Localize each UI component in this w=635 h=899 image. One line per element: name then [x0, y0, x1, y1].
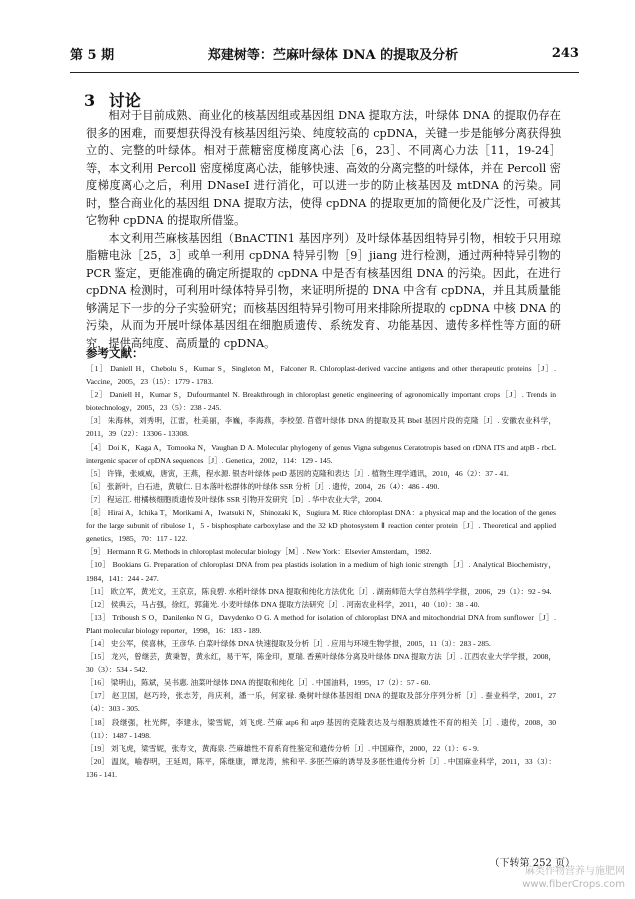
reference-item: [86, 689, 556, 715]
paragraph: 本文利用苎麻核基因组（BnACTIN1 基因序列）及叶绿体基因组特异引物，相较于只用琼脂糖电泳［25，3］或单一利用 cpDNA 特异引物［9］jiang 进行检测，通过两种特异引物的 PCR 鉴定，更能准确的确定所提取的 cpDNA 中是否有核基因组 DNA 的污染。因此，在进行 cpDNA 检测时，可利用叶绿体特异引物，来证明所提的 DNA 中含有 cpDNA，并且其质量能够满足下一步的分子实验研究；而核基因组特异引物可用来排除所提取的 cpDNA 中核 DNA 的污染，从而为开展叶绿体基因组在细胞质遗传、系统发育、功能基因、遗传多样性等方面的研究，提供高纯度、高质量的 cpDNA。: [86, 231, 561, 350]
header-rule: [70, 72, 579, 73]
reference-number: ［12］: [86, 599, 109, 609]
reference-text: 朱海林，刘秀明，江雷，杜美丽，李巍，李海燕，李校堃. 苜蓿叶绿体 DNA 的提取及其 BbeI 基因片段的克隆［J］. 安徽农业科学，2011，39（22）：13306 - 13308.: [86, 416, 556, 439]
reference-text: Hirai A，Ichika T，Morikami A，Iwatsuki N，Shinozaki K，Sugiura M. Rice chloroplast DNA：a physical map and the location of the genes for the large subunit of ribulose 1，5 - bisphosphate carboxylase and the 32 kD photosystem Ⅱ reaction center protein［J］. Theoretical and applied genetics，1985，70：117 - 122.: [86, 508, 557, 544]
reference-item: [86, 637, 556, 650]
reference-number: ［11］: [86, 586, 109, 596]
reference-number: ［18］: [86, 717, 110, 727]
reference-text: 张新叶，白石进，黄敏仁. 日本落叶松群体的叶绿体 SSR 分析［J］. 遗传，2004，26（4）：486 - 490.: [106, 481, 440, 491]
reference-text: 梁明山，陈斌，吴书惠. 油菜叶绿体 DNA 的提取和纯化［J］. 中国油料，1995，17（2）：57 - 60.: [110, 678, 431, 688]
references-title: 参考文献：: [86, 346, 144, 360]
references-list: [86, 362, 556, 781]
reference-item: [86, 755, 556, 781]
reference-text: Daniell H，Kumar S，Dufourmantel N. Breakthrough in chloroplast genetic engineering of agronomically important crops［J］. Trends in biotechnology，2005，23（5）：238 - 245.: [86, 390, 557, 413]
reference-text: 程运江. 柑橘核细胞质遗传及叶绿体 SSR 引物开发研究［D］. 华中农业大学，2004.: [106, 494, 383, 504]
reference-number: ［15］: [86, 652, 110, 662]
reference-text: 侯典云，马占强，徐红，郭蒲光. 小麦叶绿体 DNA 提取方法研究［J］. 河南农业科学，2011，40（10）：38 - 40.: [110, 599, 480, 609]
reference-item: [86, 480, 556, 493]
reference-item: [86, 441, 556, 467]
discussion-body: [86, 107, 561, 352]
reference-item: [86, 598, 556, 611]
running-title: 郑建树等：苎麻叶绿体 DNA 的提取及分析: [207, 47, 459, 63]
reference-text: Bookians G. Preparation of chloroplast DNA from pea plastids isolation in a medium of high ionic strength［J］. Analytical Biochemistry，1984，141：244 - 247.: [86, 560, 556, 583]
reference-item: [86, 611, 556, 637]
reference-number: ［3］: [86, 416, 106, 426]
reference-number: ［7］: [86, 494, 105, 504]
watermark-name: 麻类作物营养与施肥网: [525, 866, 625, 877]
watermark: [522, 865, 625, 891]
reference-number: ［19］: [86, 743, 109, 753]
running-header: [70, 42, 579, 64]
reference-number: ［14］: [86, 638, 109, 648]
watermark-url: www.fiberCrops.com: [522, 879, 625, 890]
reference-text: Doi K，Kaga A，Tomooka N，Vaughan D A. Molecular phylogeny of genus Vigna subgenus Ceratotropis based on rDNA ITS and atpB - rbcL intergenic spacer of cpDNA sequences［J］. Genetica，2002，114：129 - 145.: [86, 442, 556, 465]
reference-text: 温岚，喻春明，王延周，陈平，陈继康，谭龙涛，熊和平. 多胚苎麻的诱导及多胚性遗传分析［J］. 中国麻业科学，2011，33（3）：136 - 141.: [86, 756, 556, 779]
section-number: 3: [84, 91, 96, 110]
reference-number: ［5］: [86, 468, 105, 478]
reference-number: ［8］: [86, 508, 106, 518]
reference-item: [86, 362, 556, 388]
reference-number: ［6］: [86, 481, 105, 491]
reference-text: 许锋，张威威，唐寅，王燕，程水源. 银杏叶绿体 petD 基因的克隆和表达［J］. 植物生理学通讯，2010，46（2）：37 - 41.: [106, 468, 509, 478]
reference-number: ［17］: [86, 691, 110, 701]
reference-item: [86, 467, 556, 480]
reference-text: 欧立军，黄光文，王京京，陈良碧. 水稻叶绿体 DNA 提取和纯化方法优化［J］. 湖南师范大学自然科学学报，2006，29（1）：92 - 94.: [110, 586, 552, 596]
section-title: 讨论: [108, 91, 141, 110]
reference-number: ［20］: [86, 756, 110, 766]
reference-text: 段继强，杜光辉，李建永，梁雪妮，刘飞虎. 苎麻 atp6 和 atp9 基因的克隆表达及与细胞质雄性不育的相关［J］. 遗传，2008，30（11）：1487 - 1498.: [86, 717, 556, 740]
reference-text: Daniell H，Chebolu S，Kumar S，Singleton M，Falconer R. Chloroplast-derived vaccine antigens and other therapeutic proteins［J］. Vaccine，2005，23（15）：1779 - 1783.: [86, 364, 556, 387]
reference-text: 史公军，侯喜林，王彦华. 白菜叶绿体 DNA 快速提取及分析［J］. 应用与环境生物学报，2005，11（3）：283 - 285.: [110, 638, 491, 648]
reference-item: [86, 676, 556, 689]
reference-item: [86, 716, 556, 742]
reference-number: ［4］: [86, 442, 106, 452]
reference-text: Hermann R G. Methods in chloroplast molecular biology［M］. New York：Elsevier Amsterdam，1982.: [106, 547, 432, 557]
reference-text: 刘飞虎，梁雪妮，张寿文，黄海泉. 苎麻雄性不育系育性鉴定和遗传分析［J］. 中国麻作，2000，22（1）：6 - 9.: [110, 743, 479, 753]
paragraph: 相对于目前成熟、商业化的核基因组或基因组 DNA 提取方法，叶绿体 DNA 的提取仍存在很多的困难，而要想获得没有核基因组污染、纯度较高的 cpDNA，关键一步是能够分离获得独立的、完整的叶绿体。相对于蔗糖密度梯度离心法［6，23］、不同离心力法［11，19-24］等，本文利用 Percoll 密度梯度离心法，能够快速、高效的分离完整的叶绿体，并在 Percoll 密度梯度离心之后，利用 DNaseI 进行消化，可以进一步的防止核基因及 mtDNA 的污染。同时，整合商业化的基因组 DNA 提取方法，使得 cpDNA 的提取更加的简便化及广泛性，可被其它物种 cpDNA 的提取所借鉴。: [86, 109, 561, 227]
reference-item: [86, 545, 556, 558]
reference-item: [86, 493, 556, 506]
reference-text: 赵卫国，赵巧玲，张志芳，肖庆利，潘一乐，何家禄. 桑树叶绿体基因组 DNA 的提取及部分序列分析［J］. 蚕业科学，2001，27（4）：303 - 305.: [86, 691, 557, 714]
reference-number: ［1］: [86, 364, 109, 373]
reference-text: Triboush S O，Danilenko N G，Davydenko O G. A method for isolation of chloroplast DNA and mitochondrial DNA from sunflower［J］. Plant molecular biology reporter，1998，16：183 - 189.: [86, 612, 556, 635]
reference-item: [86, 558, 556, 584]
reference-item: [86, 506, 556, 545]
reference-number: ［2］: [86, 390, 108, 400]
reference-item: [86, 742, 556, 755]
reference-text: 龙兴，曾继芸，黄秉智，黄永红，易干军，陈金印，夏瑞. 香蕉叶绿体分离及叶绿体 DNA 提取方法［J］. 江西农业大学学报，2008，30（3）：534 - 542.: [86, 652, 557, 675]
page-number: 243: [551, 45, 579, 61]
reference-number: ［10］: [86, 560, 111, 570]
reference-number: ［16］: [86, 678, 109, 688]
reference-item: [86, 585, 556, 598]
continuation-note: （下转第 252 页）: [489, 858, 575, 869]
reference-number: ［13］: [86, 612, 111, 622]
reference-item: [86, 388, 556, 414]
issue-label: 第 5 期: [70, 47, 115, 63]
reference-item: [86, 650, 556, 676]
reference-number: ［9］: [86, 547, 105, 557]
reference-item: [86, 414, 556, 440]
